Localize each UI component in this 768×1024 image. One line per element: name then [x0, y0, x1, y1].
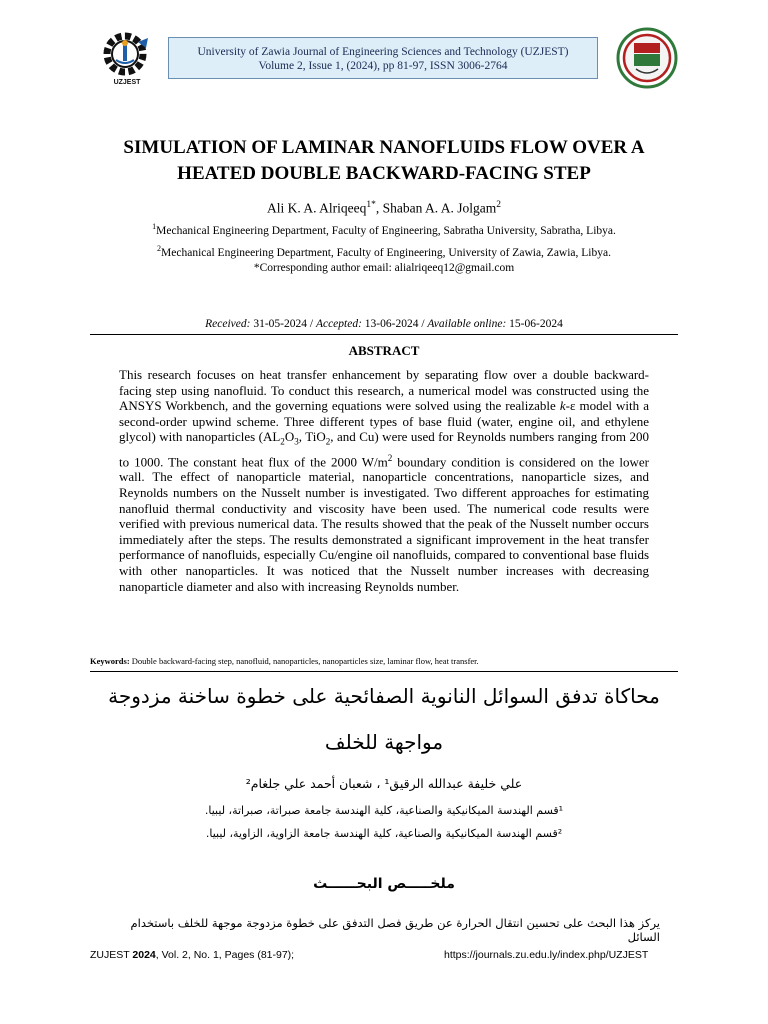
affiliation-1 — [40, 222, 728, 237]
abstract-heading: ABSTRACT — [348, 343, 420, 358]
divider — [90, 334, 678, 335]
footer-journal: ZUJEST — [90, 949, 133, 961]
corresponding-author: *Corresponding author email: alialriqeeq12@gmail.com — [253, 262, 515, 274]
abstract-part: , TiO — [298, 429, 326, 445]
affiliation-2-sup: 2 — [157, 244, 162, 253]
affiliation-2 — [40, 244, 728, 259]
accepted-date: 13-06-2024 / — [361, 318, 428, 330]
title-line-1: SIMULATION OF LAMINAR NANOFLUIDS FLOW OVER A — [123, 137, 645, 158]
university-seal — [614, 27, 680, 89]
author-2-sup: 2 — [496, 200, 501, 210]
abstract-part: , and Cu) were used for Reynolds numbers ranging from 200 to 1000. The constant heat flux of the 2000 W/m — [119, 429, 649, 469]
affiliation-1-sup: 1 — [152, 222, 157, 231]
accepted-label: Accepted: — [315, 318, 362, 330]
gear-logo-icon — [98, 30, 156, 86]
author-2: Shaban A. A. Jolgam — [382, 200, 497, 216]
abstract-sub: 2 — [325, 436, 331, 447]
received-date: 31-05-2024 / — [250, 318, 316, 330]
arabic-abstract-heading: ملخـــــص البحــــــث — [313, 876, 455, 892]
footer-url[interactable]: https://journals.zu.edu.ly/index.php/UZJEST — [444, 949, 649, 961]
keywords-text: Double backward-facing step, nanofluid, nanoparticles, nanoparticles size, laminar flow, heat transfer. — [129, 656, 479, 666]
abstract-sub: 2 — [280, 436, 285, 447]
affiliation-2-text: Mechanical Engineering Department, Faculty of Engineering, University of Zawia, Zawia, Libya. — [161, 246, 611, 259]
footer-volume: , Vol. 2, No. 1, Pages (81-97); — [155, 949, 295, 961]
arabic-affiliation-1: ¹قسم الهندسة الميكانيكية والصناعية، كلية الهندسة جامعة صبراتة، صبراتة، ليبيا. — [204, 804, 564, 817]
abstract-part: This research focuses on heat transfer enhancement by separating flow over a double backward-facing step using nanofluid. To conduct this research, a numerical model was constructed using the ANSYS Workbench, and the governing equations were solved using the realizable — [119, 367, 649, 414]
abstract-sub: 3 — [294, 436, 299, 447]
paper-title — [40, 135, 728, 187]
arabic-authors: علي خليفة عبدالله الرقيق¹ ، شعبان أحمد علي جلغام² — [245, 776, 523, 791]
uzjest-logo — [98, 30, 156, 86]
publication-dates — [40, 318, 728, 330]
keywords — [90, 656, 690, 666]
arabic-affiliation-2: ²قسم الهندسة الميكانيكية والصناعية، كلية الهندسة جامعة الزاوية، الزاوية، ليبيا. — [205, 827, 563, 840]
university-seal-icon — [614, 27, 680, 89]
logo-caption: UZJEST — [113, 79, 141, 86]
journal-info-box — [168, 37, 598, 79]
arabic-title-line-1: محاكاة تدفق السوائل النانوية الصفائحية على خطوة ساخنة مزدوجة — [108, 684, 660, 708]
abstract-part: O — [284, 429, 295, 445]
abstract-sup: 2 — [387, 452, 393, 463]
online-label: Available online: — [427, 318, 507, 330]
author-separator: , — [375, 200, 383, 216]
author-1-sup: 1* — [366, 200, 376, 210]
abstract-part: -ε model with a second-order upwind scheme. Three different types of base fluid (water, engine oil, and ethylene glycol) with nanoparticles (AL — [119, 398, 649, 445]
affiliation-1-text: Mechanical Engineering Department, Faculty of Engineering, Sabratha University, Sabratha, Libya. — [156, 224, 616, 237]
footer-year: 2024 — [132, 949, 156, 961]
title-line-2: HEATED DOUBLE BACKWARD-FACING STEP — [177, 163, 591, 184]
online-date: 15-06-2024 — [506, 318, 563, 330]
journal-line-1: University of Zawia Journal of Engineering Sciences and Technology (UZJEST) — [197, 46, 569, 58]
footer-citation — [90, 949, 294, 961]
authors — [40, 200, 728, 217]
abstract-part: boundary condition is considered on the lower wall. The effect of nanoparticle material, nanoparticle concentrations, nanoparticle sizes, and Reynolds numbers on the Nusselt number is investigated. Two different approaches for estimating nanofluid thermal conductivity and viscosity have been used. The numerical code results were verified with previous numerical data. The results showed that the peak of the Nusselt number occurs immediately after the steps. The results demonstrated a significant improvement in the heat transfer performance of nanofluids, especially Cu/engine oil nanofluids, compared to conventional base fluids with other nanoparticles. It was noticed that the Nusselt number increases with decreasing nanoparticle diameter and also with increasing Reynolds number. — [119, 453, 649, 594]
arabic-abstract-text: يركز هذا البحث على تحسين انتقال الحرارة عن طريق فصل التدفق على خطوة مزدوجة موجهة للخلف باستخدام السائل — [130, 916, 660, 944]
abstract-italic-k: k — [559, 398, 566, 414]
journal-line-2: Volume 2, Issue 1, (2024), pp 81-97, ISSN 3006-2764 — [258, 60, 508, 72]
abstract-text — [119, 367, 649, 594]
arabic-title-line-2: مواجهة للخلف — [324, 730, 444, 754]
author-1: Ali K. A. Alriqeeq — [267, 200, 367, 216]
keywords-label: Keywords: — [90, 656, 130, 666]
divider — [90, 671, 678, 672]
received-label: Received: — [205, 318, 251, 330]
